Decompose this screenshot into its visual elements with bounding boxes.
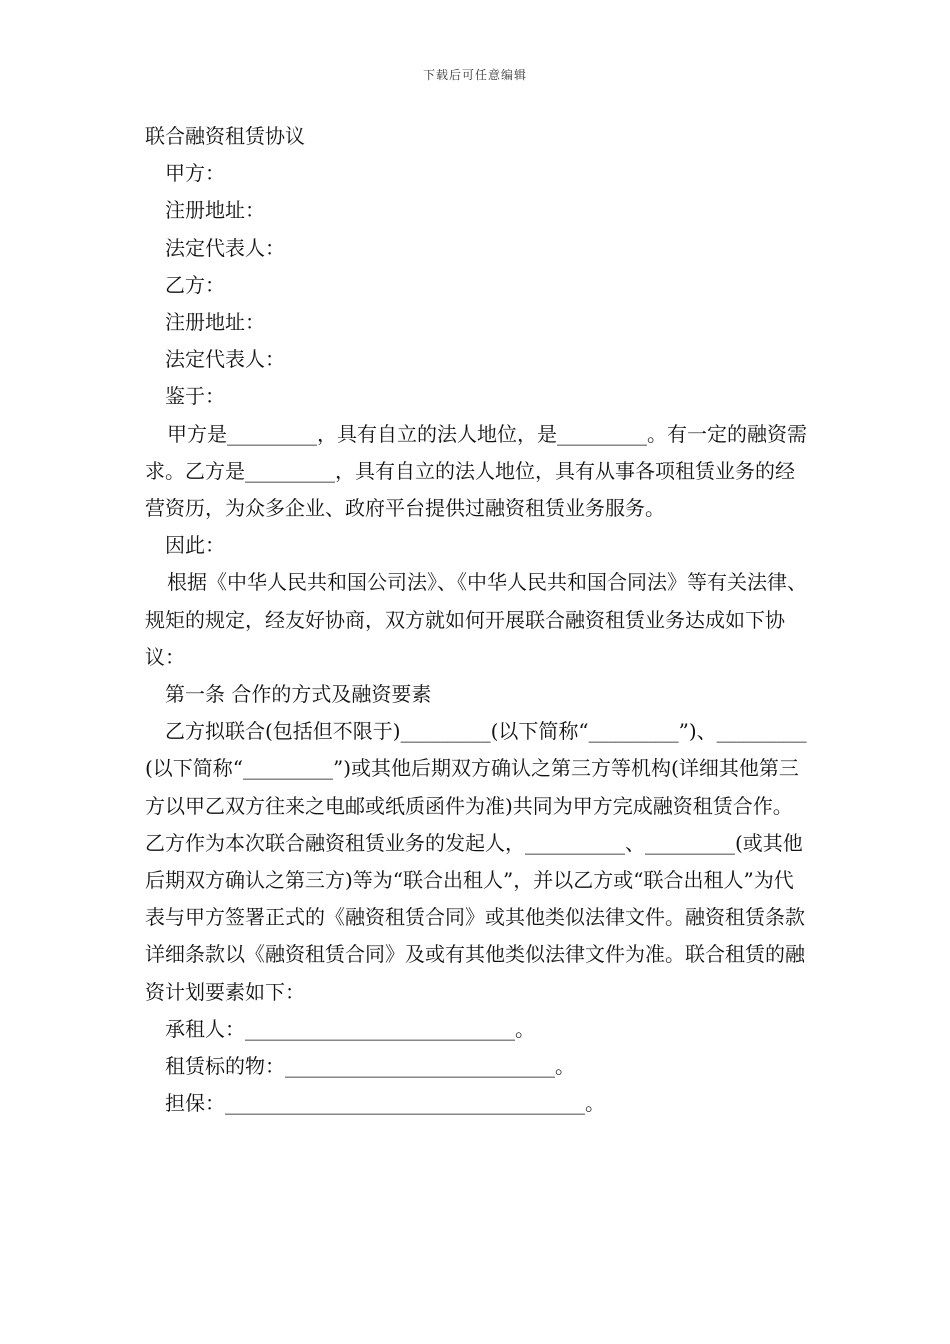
party-a-label: 甲方： bbox=[165, 161, 225, 186]
basis-paragraph: 根据《中华人民共和国公司法》、《中华人民共和国合同法》等有关法律、规矩的规定，经友好协商，双方就如何开展联合融资租赁业务达成如下协议： bbox=[145, 570, 807, 669]
guarantee-line: 担保：____________________________________。 bbox=[165, 1091, 605, 1116]
party-a-representative: 法定代表人： bbox=[165, 235, 285, 260]
lessee-line: 承租人：___________________________。 bbox=[165, 1016, 535, 1041]
document-body bbox=[145, 118, 809, 1122]
party-a-address: 注册地址： bbox=[165, 198, 265, 223]
party-b-address: 注册地址： bbox=[165, 310, 265, 335]
page-header-note: 下载后可任意编辑 bbox=[422, 68, 527, 82]
document-title: 联合融资租赁协议 bbox=[145, 124, 305, 148]
leased-object-line: 租赁标的物：___________________________。 bbox=[165, 1054, 575, 1079]
whereas-heading: 鉴于： bbox=[165, 384, 225, 409]
article-1-title: 第一条 合作的方式及融资要素 bbox=[165, 682, 432, 707]
party-b-representative: 法定代表人： bbox=[165, 347, 285, 372]
party-b-label: 乙方： bbox=[165, 272, 225, 297]
article-1-paragraph: 乙方拟联合(包括但不限于)_________(以下简称“_________”)、_________(以下简称“_________”)或其他后期双方确认之第三方等机构(详细其他第三方以甲乙双方往来之电邮或纸质函件为准)共同为甲方完成融资租赁合作。乙方作为本次联合融资租赁业务的发起人，__________、_________(或其他后期双方确认之第三方)等为“联合出租人”，并以乙方或“联合出租人”为代表与甲方签署正式的《融资租赁合同》或其他类似法律文件。融资租赁条款详细条款以《融资租赁合同》及或有其他类似法律文件为准。联合租赁的融资计划要素如下： bbox=[145, 719, 807, 1004]
whereas-paragraph: 甲方是_________，具有自立的法人地位，是_________。有一定的融资需求。乙方是_________，具有自立的法人地位，具有从事各项租赁业务的经营资历，为众多企业、政府平台提供过融资租赁业务服务。 bbox=[145, 421, 807, 521]
therefore-heading: 因此： bbox=[165, 533, 225, 558]
